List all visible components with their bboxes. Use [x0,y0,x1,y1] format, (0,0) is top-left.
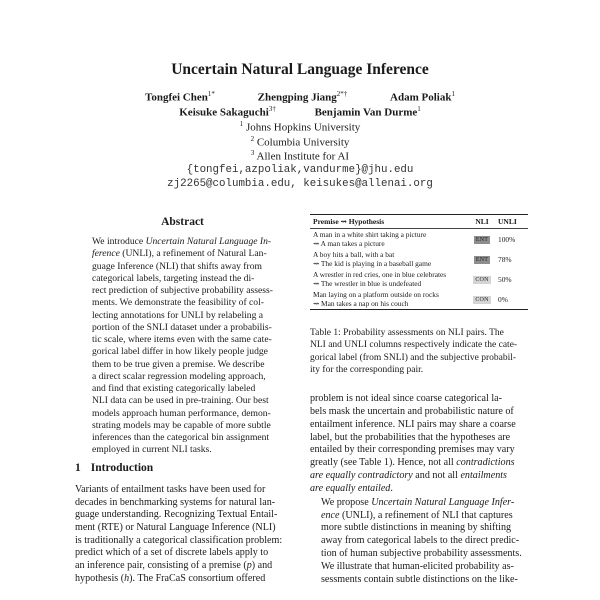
text-line: lecting annotations for UNLI by relabeling a [92,309,264,321]
text-line: more subtle distinctions in meaning by shifting [321,522,512,534]
text-line: employed in current NLI tasks. [92,444,212,456]
nli-label-badge: ENT [475,257,489,263]
text-line: We illustrate that human-elicited probability as- [321,560,514,572]
text-line: is traditionally a categorical classification problem: [75,534,283,546]
author-row-2 [0,105,600,119]
table-caption [310,327,528,376]
text-line: Variants of entailment tasks have been used for [75,484,266,495]
premise-text: A man in a white shirt taking a picture [313,230,427,239]
text-line: ference (UNLI), a refinement of Natural Lan- [92,248,267,260]
hypothesis-text: ⇝ A man takes a picture [313,239,385,248]
text-line: problem is not ideal since coarse categorical la- [310,393,502,404]
unli-probability: 50% [498,274,512,284]
table-row [310,249,528,269]
affiliation: $^1$ Johns Hopkins University [239,120,361,134]
text-line: label, but the probabilities that the hypotheses are [310,431,511,443]
right-column-body [310,393,531,587]
table-row [310,229,528,249]
email-line: zj2265@columbia.edu, keisukes@allenai.org [167,178,433,190]
author: Adam Poliak$^1$ [390,90,455,104]
text-line: guage understanding. Recognizing Textual Entail- [75,509,278,521]
text-line: an inference pair, consisting of a premise (p) and [75,559,273,571]
nli-label-badge: CON [475,297,489,303]
text-line: rect prediction of subjective probability assess- [92,285,273,296]
text-line: bels mask the uncertain and probabilistic nature of [310,405,514,417]
text-line: tion of human subjective probability assessments. [321,548,522,560]
text-line: categorical labels, targeting instead the di- [92,272,255,284]
caption-line: ity for the corresponding pair. [310,364,424,375]
text-line: them to be true given a premise. We describe [92,358,265,370]
text-line: portion of the SNLI dataset under a probabilis- [92,321,272,333]
hypothesis-text: ⇝ Man takes a nap on his couch [313,299,409,308]
premise-text: Man laying on a platform outside on rocks [313,290,439,299]
table-1 [310,214,528,310]
text-line: ments. We demonstrate the feasibility of col- [92,297,264,309]
text-line: entailed by their corresponding premises may vary [310,444,515,456]
text-line: inferences than the categorical bin assignment [92,432,270,443]
unli-probability: 0% [498,294,508,304]
table-row [310,269,528,289]
email-line: {tongfei,azpoliak,vandurme}@jhu.edu [186,164,414,176]
abstract-body [92,236,282,457]
unli-probability: 100% [498,234,516,244]
hypothesis-text: ⇝ The kid is playing in a baseball game [313,259,432,268]
hypothesis-text: ⇝ The wrestler in blue is undefeated [313,279,422,288]
premise-text: A boy hits a ball, with a bat [313,250,395,259]
abstract-heading: Abstract [161,216,204,228]
table-row [310,289,528,309]
text-line: ment (RTE) or Natural Language Inference (NLI) [75,521,276,533]
text-line: predict which of a set of discrete labels apply to [75,547,269,559]
text-line: models approach human performance, demon- [92,407,271,419]
author-row-1 [0,90,600,104]
section-heading-introduction: 1 Introduction [75,462,154,474]
text-line: ence (UNLI), a refinement of NLI that captures [321,509,513,521]
unli-probability: 78% [498,254,512,264]
text-line: hypothesis (h). The FraCaS consortium offered [75,572,266,584]
premise-text: A wrestler in red cries, one in blue celebrates [313,270,447,279]
text-line: tic scale, where items even with the same cate- [92,334,272,345]
caption-line: Table 1: Probability assessments on NLI pairs. The [310,328,504,338]
text-line: are equally entailed. [310,482,393,494]
text-line: entailment inference. NLI pairs may share a coarse [310,418,516,430]
affiliation: $^3$ Allen Institute for AI [250,149,350,163]
text-line: are equally contradictory and not all entailments [310,470,507,482]
paper-title: Uncertain Natural Language Inference [171,61,429,78]
caption-line: NLI and UNLI columns respectively indicate the cate- [310,340,518,351]
author: Keisuke Sakaguchi$^{3\dagger}$ [179,105,276,119]
text-line: and find that existing categorically labeled [92,383,256,394]
text-line: gorical label differ in how likely people judge [92,346,268,358]
table-header: Premise ⇝ Hypothesis NLI UNLI [313,217,517,226]
text-line: guage Inference (NLI) that shifts away from [92,260,262,272]
text-line: greatly (see Table 1). Hence, not all contradictions [310,457,515,469]
text-line: away from categorical labels to the direct predic- [321,535,520,547]
text-line: We propose Uncertain Natural Language Infer- [321,496,515,508]
text-line: decades in benchmarking systems for natural lan- [75,496,276,508]
text-line: sessments contain subtle distinctions on the like- [321,573,518,585]
text-line: We introduce Uncertain Natural Language In- [92,236,272,247]
author: Benjamin Van Durme$^1$ [314,105,421,119]
text-line: a direct scalar regression modeling approach, [92,370,266,382]
affiliation: $^2$ Columbia University [250,135,350,149]
introduction-body [75,484,296,585]
text-line: strating models may be capable of more subtle [92,419,271,431]
text-line: NLI data can be used in pre-training. Our best [92,395,269,407]
author: Zhengping Jiang$^{2*\dagger}$ [257,90,348,104]
caption-line: gorical label (from SNLI) and the subjective probabil- [310,352,517,363]
nli-label-badge: ENT [475,237,489,243]
nli-label-badge: CON [475,277,489,283]
author: Tongfei Chen$^{1*}$ [145,90,215,104]
